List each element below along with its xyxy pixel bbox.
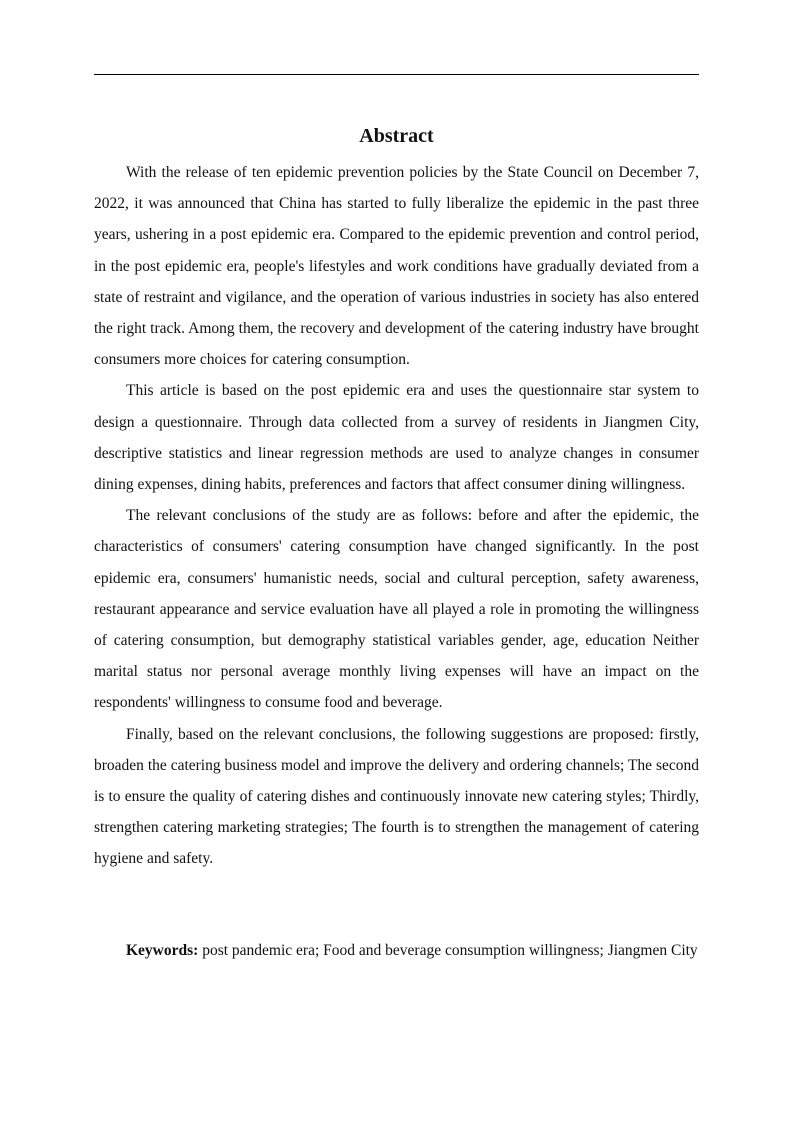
abstract-paragraph-4: Finally, based on the relevant conclusions, the following suggestions are proposed: firstly, broaden the catering business model and improve the delivery and ordering channels; The second is to ensure the quality of catering dishes and continuously innovate new catering styles; Thirdly, strengthen catering marketing strategies; The fourth is to strengthen the management of catering hygiene and safety. (94, 725, 699, 868)
keywords-text: post pandemic era; Food and beverage consumption willingness; Jiangmen City (198, 942, 698, 959)
abstract-paragraph-2: This article is based on the post epidemic era and uses the questionnaire star system to design a questionnaire. Through data collected from a survey of residents in Jiangmen City, descriptive statistics and linear regression methods are used to analyze changes in consumer dining expenses, dining habits, preferences and factors that affect consumer dining willingness. (94, 382, 699, 494)
header-rule (94, 74, 699, 75)
page-title: Abstract (359, 125, 434, 147)
abstract-body (94, 157, 699, 875)
keywords-label: Keywords: (126, 942, 199, 959)
abstract-paragraph-3: The relevant conclusions of the study are as follows: before and after the epidemic, the characteristics of consumers' catering consumption have changed significantly. In the post epidemic era, consumers' humanistic needs, social and cultural perception, safety awareness, restaurant appearance and service evaluation have all played a role in promoting the willingness of catering consumption, but demography statistical variables gender, age, education Neither marital status nor personal average monthly living expenses will have an impact on the respondents' willingness to consume food and beverage. (94, 507, 699, 712)
abstract-paragraph-1: With the release of ten epidemic prevention policies by the State Council on December 7, 2022, it was announced that China has started to fully liberalize the epidemic in the past three years, ushering in a post epidemic era. Compared to the epidemic prevention and control period, in the post epidemic era, people's lifestyles and work conditions have gradually deviated from a state of restraint and vigilance, and the operation of various industries in society has also entered the right track. Among them, the recovery and development of the catering industry have brought consumers more choices for catering consumption. (94, 164, 699, 369)
keywords-line (94, 935, 699, 966)
